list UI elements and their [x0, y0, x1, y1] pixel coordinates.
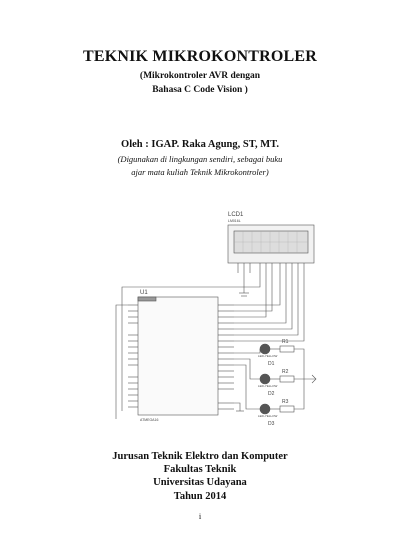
mcu-chip-body — [138, 297, 218, 415]
institution-footer — [0, 450, 400, 503]
usage-note — [0, 153, 400, 179]
circuit-schematic-figure — [100, 205, 330, 435]
led-3-type: LED-YELLOW — [258, 414, 278, 418]
book-title: TEKNIK MIKROKONTROLER — [82, 48, 317, 65]
led-2-symbol — [260, 374, 270, 384]
subtitle-line-2: Bahasa C Code Vision ) — [152, 85, 248, 95]
lcd-label: LCD1 — [228, 212, 244, 218]
mcu-left-pins — [128, 305, 138, 407]
lcd-pins — [238, 263, 304, 273]
footer-faculty: Fakultas Teknik — [163, 464, 237, 476]
mcu-part-label: ATMEGA16 — [140, 418, 159, 422]
mcu-left-wires — [116, 301, 128, 419]
footer-university: Universitas Udayana — [153, 477, 247, 489]
footer-year: Tahun 2014 — [173, 490, 227, 502]
resistor-2-label: R2 — [282, 369, 289, 375]
led-1-symbol — [260, 344, 270, 354]
resistor-bus-wire — [294, 349, 316, 409]
usage-note-line-2: ajar mata kuliah Teknik Mikrokontroler) — [131, 167, 269, 177]
mcu-label: U1 — [140, 290, 148, 296]
resistor-2-symbol — [280, 376, 294, 382]
lcd-sublabel: LM016L — [228, 219, 241, 223]
resistor-1-symbol — [280, 346, 294, 352]
resistor-3-symbol — [280, 406, 294, 412]
led-3-label: D3 — [268, 421, 275, 427]
page-number: i — [198, 511, 202, 521]
author-line: Oleh : IGAP. Raka Agung, ST, MT. — [121, 139, 279, 150]
led-3-symbol — [260, 404, 270, 414]
book-subtitle — [0, 69, 400, 97]
resistor-1-label: R1 — [282, 339, 289, 345]
subtitle-line-1: (Mikrokontroler AVR dengan — [139, 71, 261, 81]
ground-symbol — [239, 273, 249, 296]
mcu-right-pins — [218, 305, 234, 409]
led-1-type: LED-YELLOW — [258, 354, 278, 358]
mcu-header-band — [138, 297, 156, 301]
led-2-type: LED-YELLOW — [258, 384, 278, 388]
led-1-label: D1 — [268, 361, 275, 367]
led-wires — [234, 349, 280, 409]
led-2-label: D2 — [268, 391, 275, 397]
usage-note-line-1: (Digunakan di lingkungan sendiri, sebagai buku — [117, 154, 283, 164]
mcu-ground-wire — [234, 403, 244, 411]
footer-department: Jurusan Teknik Elektro dan Komputer — [112, 451, 288, 462]
resistor-3-label: R3 — [282, 399, 289, 405]
